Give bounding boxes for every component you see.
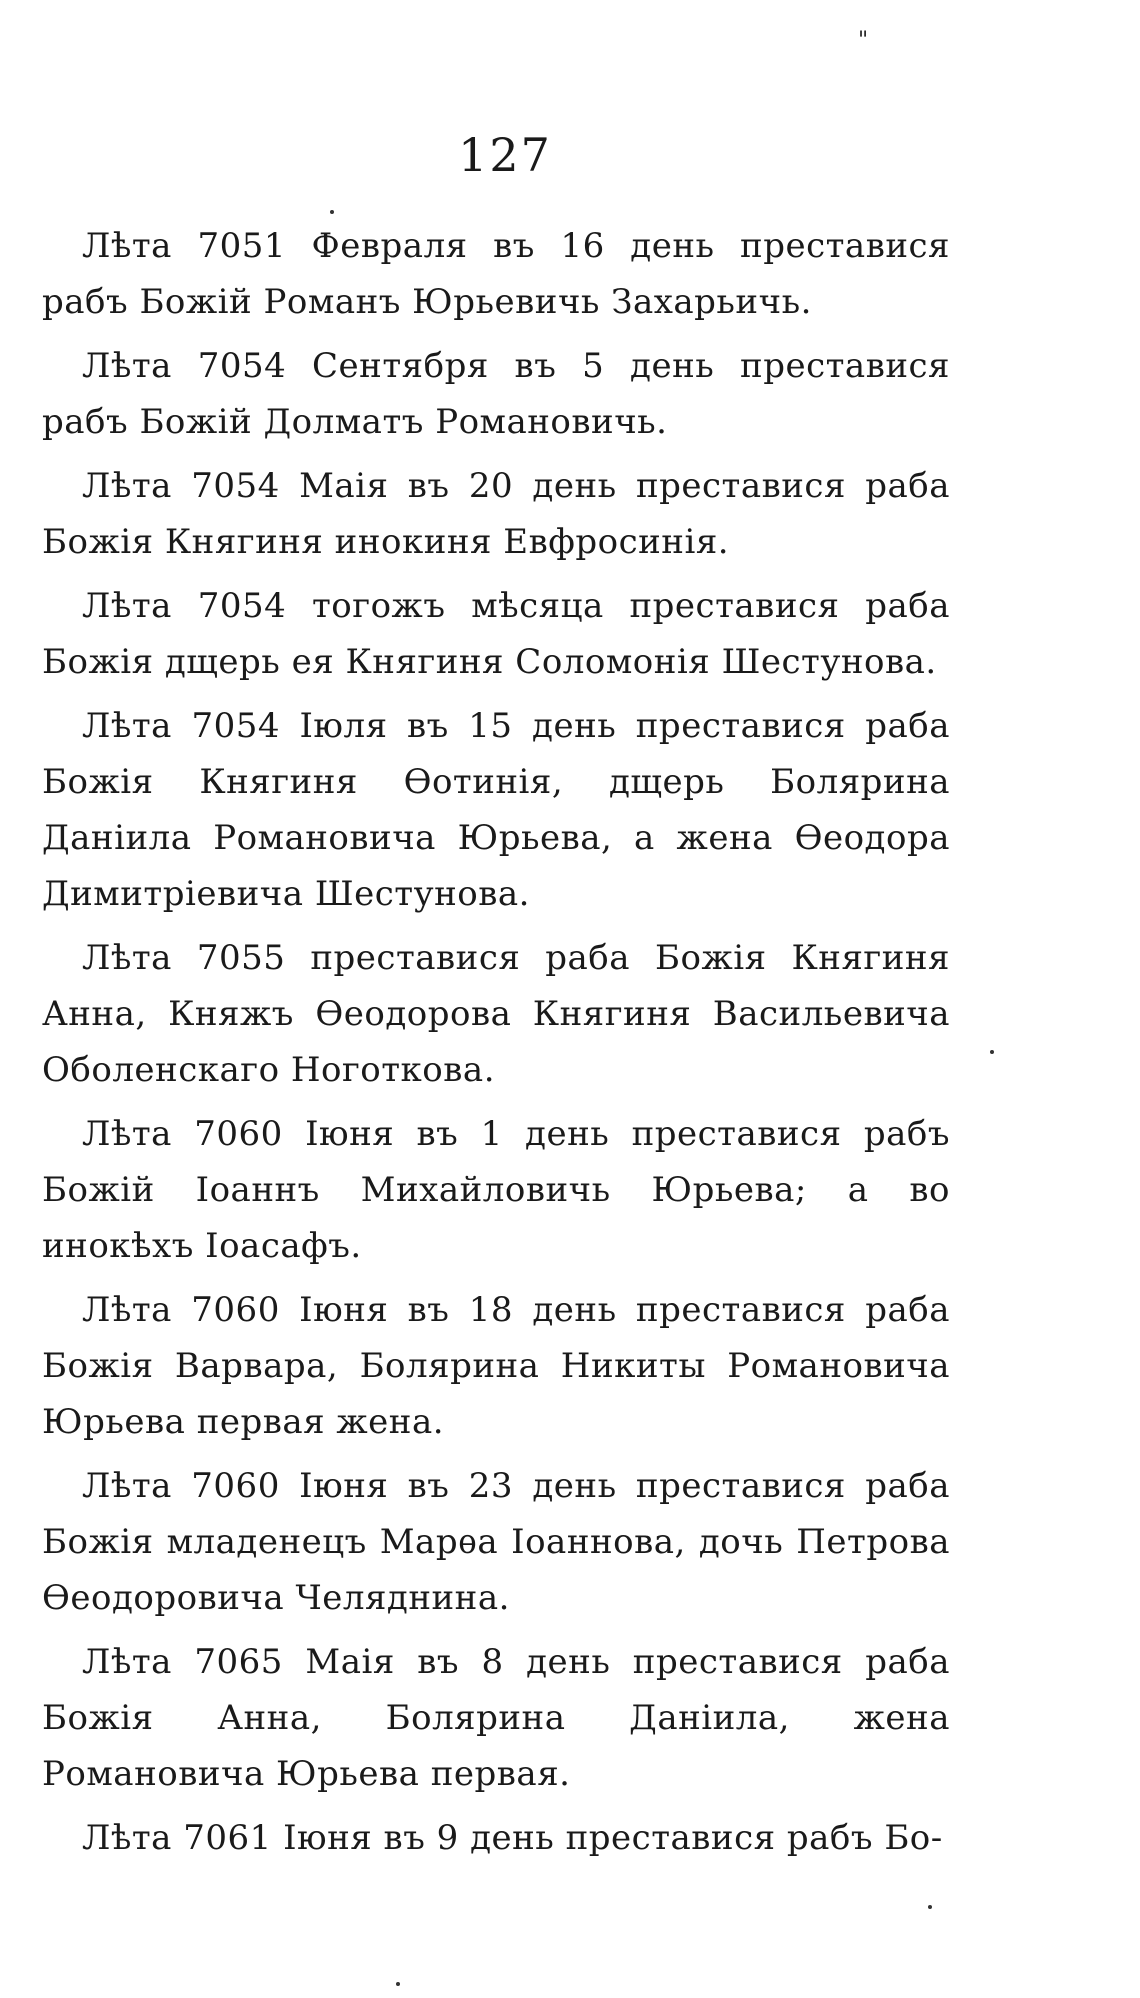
entry-11: Лѣта 7061 Іюня въ 9 день преставися рабъ Бо- bbox=[82, 1818, 943, 1858]
entry-10: Лѣта 7065 Маія въ 8 день преставися раба Божія Анна, Болярина Даніила, жена Романовича Юрьева первая. bbox=[42, 1642, 950, 1794]
entry-7: Лѣта 7060 Іюня въ 1 день преставися рабъ Божій Іоаннъ Михайловичь Юрьева; а во инокѣхъ Іоасафъ. bbox=[42, 1114, 950, 1266]
print-speck bbox=[330, 210, 334, 214]
entry-1: Лѣта 7051 Февраля въ 16 день преставися рабъ Божій Романъ Юрьевичь Захарьичь. bbox=[42, 226, 950, 322]
print-speck bbox=[928, 1905, 932, 1909]
print-speck bbox=[990, 1050, 994, 1054]
print-speck bbox=[396, 1982, 400, 1986]
page-number: 127 bbox=[458, 128, 552, 182]
entry-9: Лѣта 7060 Іюня въ 23 день преставися раба Божія младенецъ Марѳа Іоаннова, дочь Петрова Ѳеодоровича Челяднина. bbox=[42, 1466, 950, 1618]
entry-8: Лѣта 7060 Іюня въ 18 день преставися раба Божія Варвара, Болярина Никиты Романовича Юрьева первая жена. bbox=[42, 1290, 950, 1442]
entry-6: Лѣта 7055 преставися раба Божія Княгиня Анна, Княжъ Ѳеодорова Княгиня Васильевича Оболенскаго Ноготкова. bbox=[42, 938, 950, 1090]
text-column bbox=[42, 218, 950, 1866]
entry-2: Лѣта 7054 Сентября въ 5 день преставися рабъ Божій Долматъ Романовичь. bbox=[42, 346, 950, 442]
entry-3: Лѣта 7054 Маія въ 20 день преставися раба Божія Княгиня инокиня Евфросинія. bbox=[42, 466, 950, 562]
corner-mark: " bbox=[858, 28, 869, 53]
entry-4: Лѣта 7054 тогожъ мѣсяца преставися раба Божія дщерь ея Княгиня Соломонія Шестунова. bbox=[42, 586, 950, 682]
entry-5: Лѣта 7054 Іюля въ 15 день преставися раба Божія Княгиня Ѳотинія, дщерь Болярина Даніила Романовича Юрьева, а жена Ѳеодора Димитріевича Шестунова. bbox=[42, 706, 950, 914]
